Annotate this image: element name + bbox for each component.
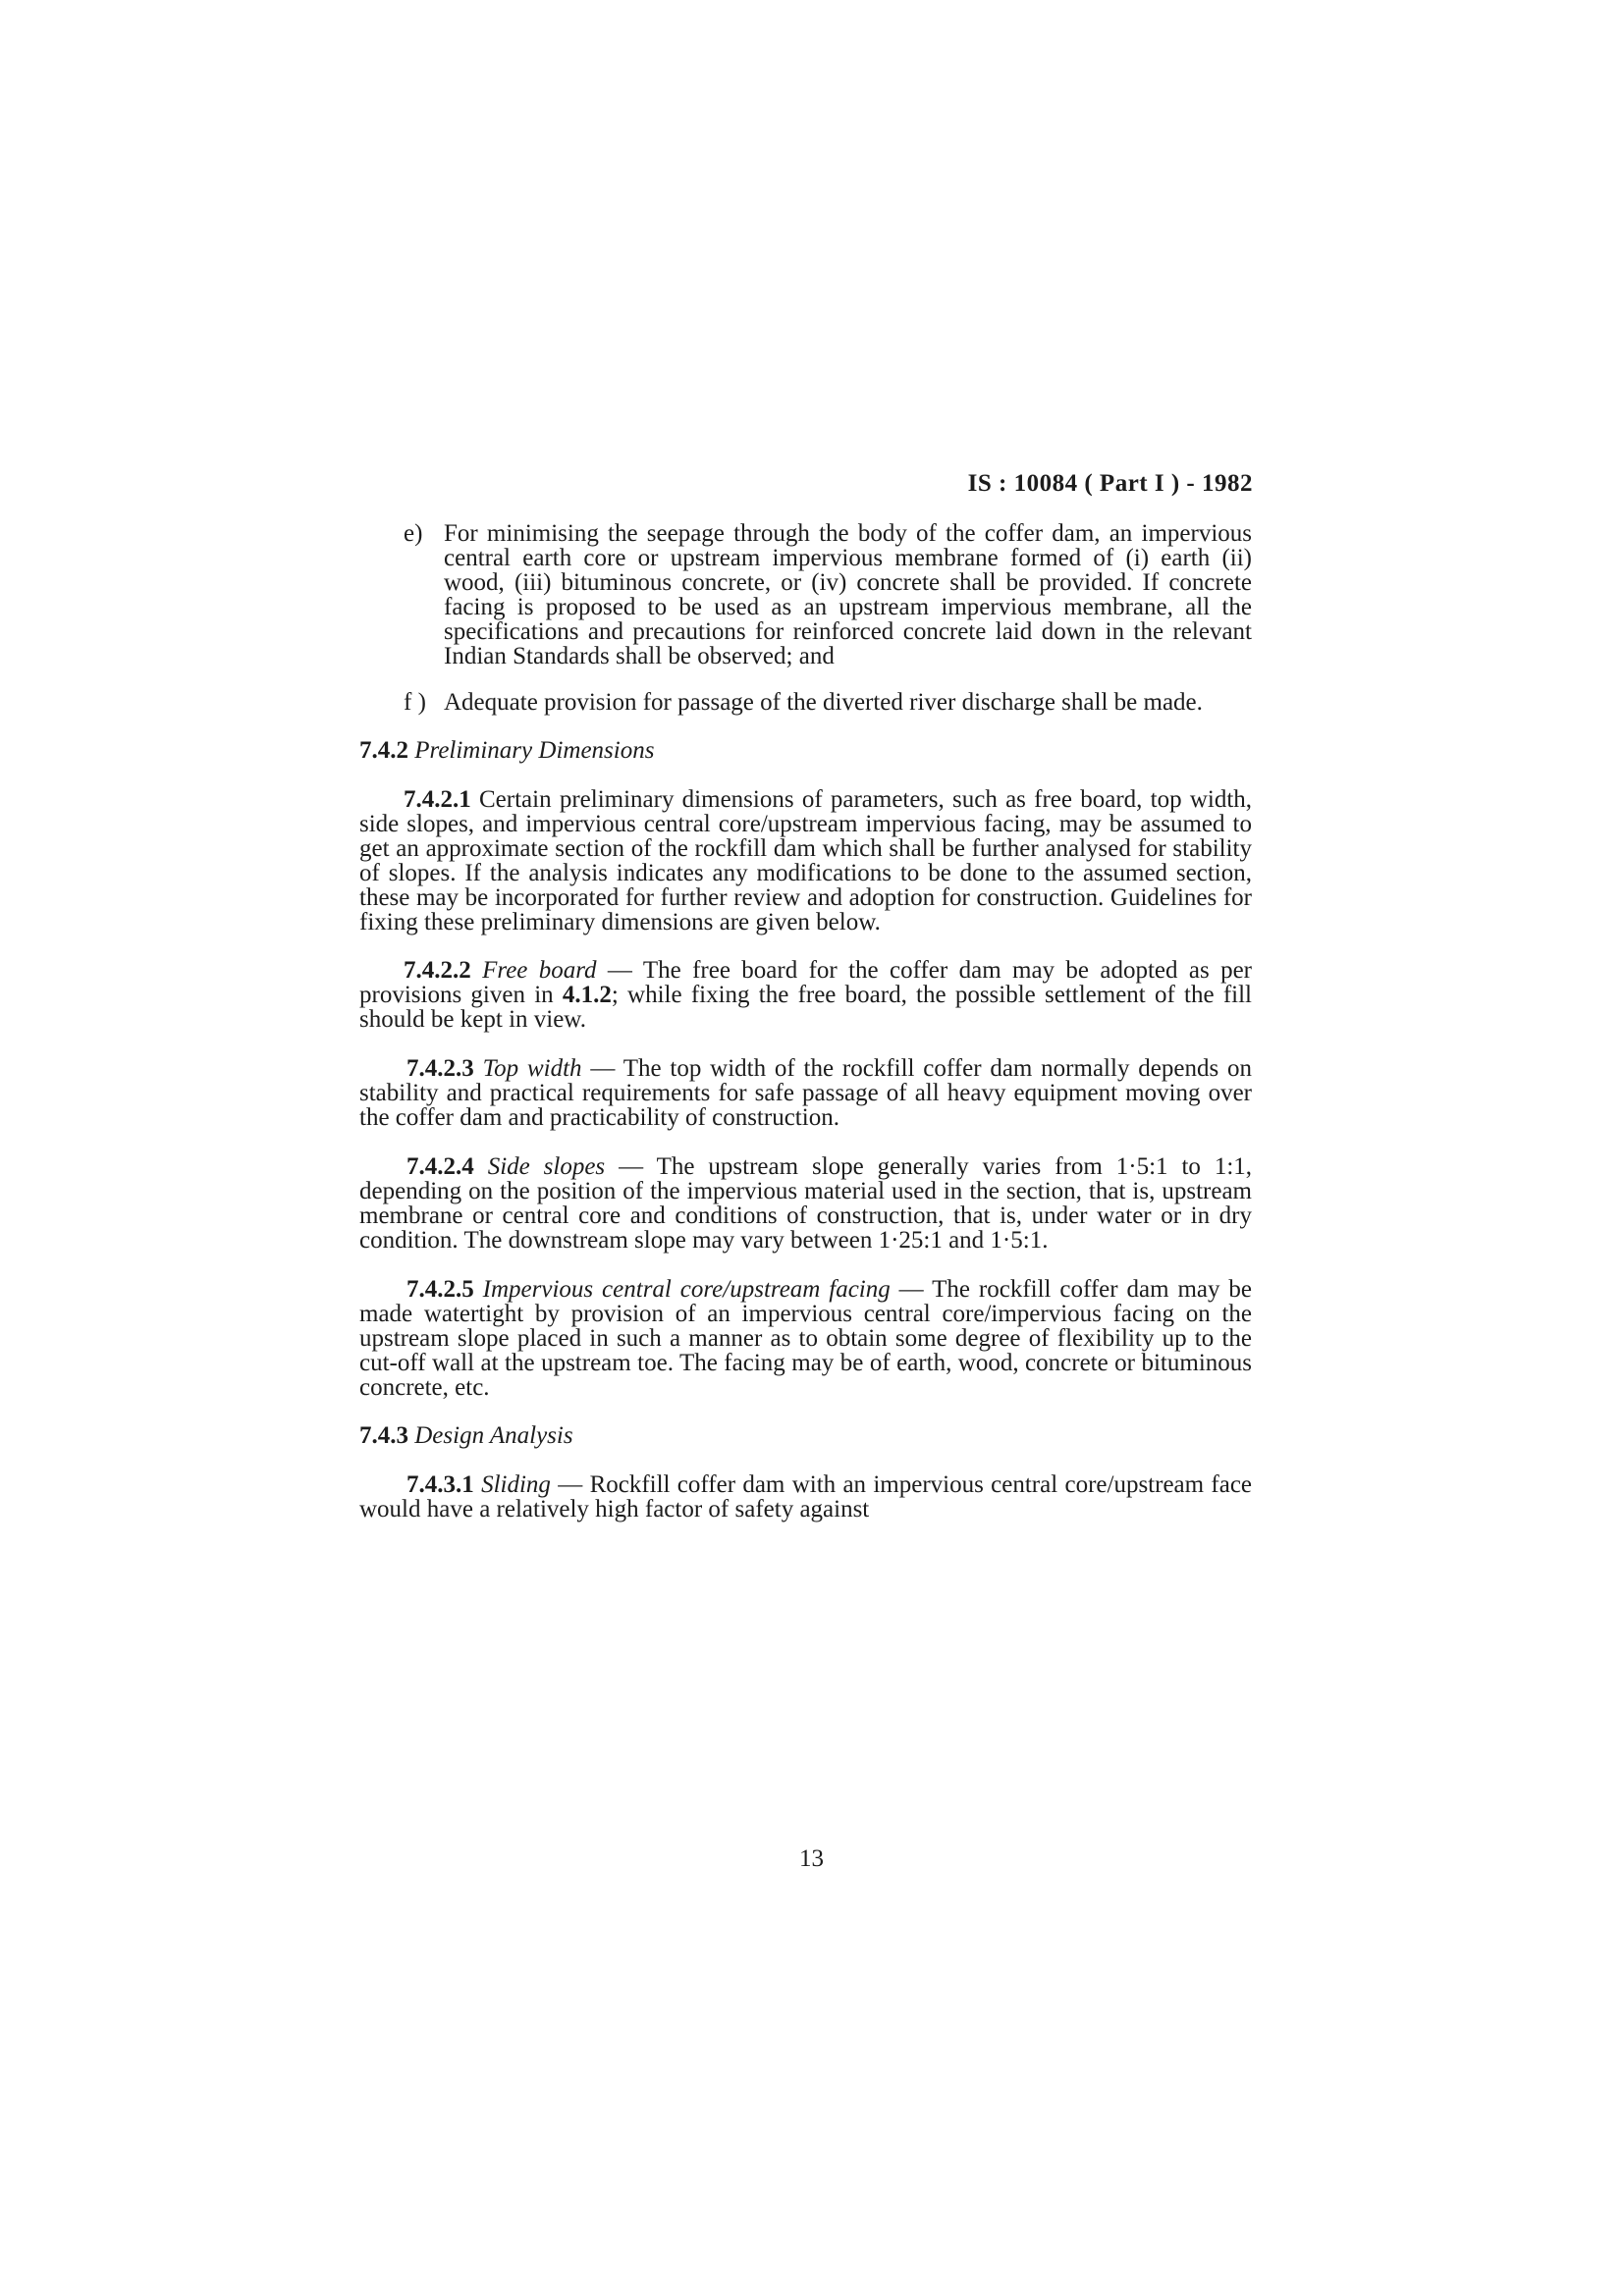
list-item-text: Adequate provision for passage of the diverted river discharge shall be made. [444,689,1203,716]
clause-number: 7.4.2.1 [404,786,471,813]
section-number: 7.4.3 [359,1422,408,1449]
clause-title: Side slopes [487,1153,606,1180]
page-number: 13 [799,1845,824,1872]
list-item-e [359,521,1252,668]
clause-text: The top width of the rockfill coffer dam normally depends on stability and practical requirements for safe passage of all heavy equipment moving over the coffer dam and practicability of construction. [359,1055,1252,1131]
clause-7-4-2-3 [359,1056,1252,1130]
section-heading-7-4-2 [359,738,1252,763]
clause-title: Free board [482,957,597,984]
clause-text: The free board for the coffer dam may be adopted as per provisions given in [359,957,1252,1008]
clause-number: 7.4.2.3 [406,1055,474,1082]
list-item-text: For minimising the seepage through the body of the coffer dam, an impervious central earth core or upstream impervious membrane formed of (i) earth (ii) wood, (iii) bituminous concrete, or (iv) concrete shall be provided. If concrete facing is proposed to be used as an upstream impervious membrane, all the specifications and precautions for reinforced concrete laid down in the relevant Indian Standards shall be observed; and [444,520,1252,669]
clause-text: Rockfill coffer dam with an impervious central core/upstream face would have a relatively high factor of safety against [359,1471,1253,1522]
list-item-f [359,690,1252,715]
list-item-label: e) [404,520,423,547]
clause-7-4-3-1 [359,1472,1252,1522]
clause-dash: — [605,1153,657,1180]
clause-dash: — [581,1055,623,1082]
clause-dash: — [550,1471,590,1498]
clause-dash: — [890,1276,933,1303]
section-number: 7.4.2 [359,737,408,764]
section-heading-7-4-3 [359,1423,1252,1448]
clause-cross-reference: 4.1.2 [562,982,612,1008]
clause-number: 7.4.2.4 [406,1153,474,1180]
section-title: Design Analysis [414,1422,573,1449]
clause-text: Certain preliminary dimensions of parameters, such as free board, top width, side slopes, and impervious central core/upstream impervious facing, may be assumed to get an approximate section of the rockfill dam which shall be further analysed for stability of slopes. If the analysis indicates any modifications to be done to the assumed section, these may be incorporated for further review and adoption for construction. Guidelines for fixing these preliminary dimensions are given below. [359,786,1253,935]
clause-number: 7.4.3.1 [406,1471,474,1498]
page-body [359,521,1252,1522]
clause-7-4-2-5 [359,1277,1252,1400]
clause-text: The upstream slope generally varies from 1·5:1 to 1:1, depending on the position of the impervious material used in the section, that is, upstream membrane or central core and conditions of construction, that is, under water or in dry condition. The downstream slope may vary between 1·25:1 and 1·5:1. [359,1153,1253,1254]
clause-text-continued: ; while fixing the free board, the possible settlement of the fill should be kept in view. [359,982,1252,1033]
clause-title: Impervious central core/upstream facing [482,1276,891,1303]
clause-7-4-2-1 [359,787,1252,934]
clause-text: The rockfill coffer dam may be made watertight by provision of an impervious central core/impervious facing on the upstream slope placed in such a manner as to obtain some degree of flexibility up to the cut-off wall at the upstream toe. The facing may be of earth, wood, concrete or bituminous concrete, etc. [359,1276,1253,1401]
clause-dash: — [596,957,643,984]
clause-title: Sliding [481,1471,551,1498]
section-title: Preliminary Dimensions [414,737,655,764]
clause-number: 7.4.2.2 [404,957,471,984]
list-item-label: f ) [404,689,426,716]
clause-number: 7.4.2.5 [406,1276,474,1303]
running-header: IS : 10084 ( Part I ) - 1982 [967,470,1253,497]
clause-7-4-2-4 [359,1154,1252,1253]
clause-title: Top width [482,1055,582,1082]
clause-7-4-2-2 [359,958,1252,1032]
